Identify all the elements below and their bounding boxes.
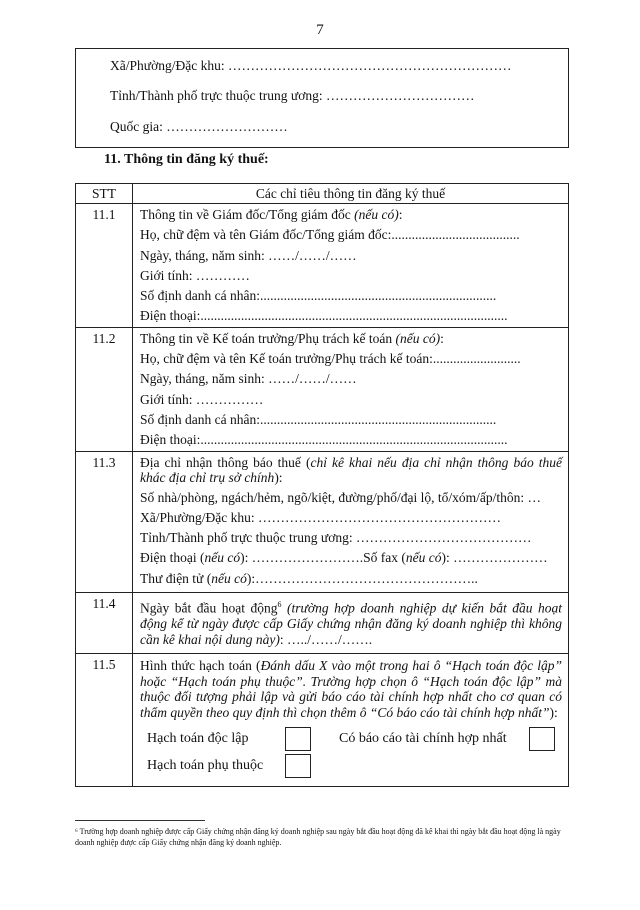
table-row <box>76 593 569 654</box>
consolidated-label: Có báo cáo tài chính hợp nhất <box>339 731 507 747</box>
table-row <box>76 327 569 451</box>
footnote: ⁶ Trường hợp doanh nghiệp được cấp Giấy chứng nhận đăng ký doanh nghiệp sau ngày bắt đầu hoạt động đã kê khai thì ngày bắt đầu hoạt động là ngày doanh nghiệp được cấp Giấy chứng nhận đăng ký doanh nghiệp. <box>75 827 561 847</box>
ward-field[interactable]: Xã/Phường/Đặc khu: ……………………………………………………… <box>110 58 512 73</box>
director-name-field[interactable]: Họ, chữ đệm và tên Giám đốc/Tổng giám đốc:...................................... <box>140 227 520 243</box>
country-field[interactable]: Quốc gia: ……………………… <box>110 119 288 134</box>
director-dob-field[interactable]: Ngày, tháng, năm sinh: ……/……/…… <box>140 247 357 263</box>
footnote-ref[interactable]: 6 <box>277 600 282 610</box>
table-row <box>76 451 569 592</box>
notice-street-field[interactable]: Số nhà/phòng, ngách/hẻm, ngõ/kiệt, đường/phố/đại lộ, tổ/xóm/ấp/thôn: … <box>140 489 542 505</box>
notice-ward-field[interactable]: Xã/Phường/Đặc khu: ……………………………………………… <box>140 509 501 525</box>
footnote-divider <box>75 820 205 821</box>
notice-province-field[interactable]: Tỉnh/Thành phố trực thuộc trung ương: ………………………………… <box>140 530 532 546</box>
row-stt: 11.5 <box>76 654 133 787</box>
accountant-id-field[interactable]: Số định danh cá nhân:...................................................................... <box>140 411 497 427</box>
accountant-name-field[interactable]: Họ, chữ đệm và tên Kế toán trưởng/Phụ trách kế toán:.......................... <box>140 351 521 367</box>
tax-notice-address-heading: Địa chỉ nhận thông báo thuế (chỉ kê khai nếu địa chỉ nhận thông báo thuế khác địa chỉ trụ sở chính): <box>140 454 562 486</box>
director-phone-field[interactable]: Điện thoại:........................................................................................... <box>140 308 508 324</box>
table-row <box>76 654 569 787</box>
address-box <box>75 48 569 148</box>
notice-email-field[interactable]: Thư điện tử (nếu có):………………………………………….. <box>140 570 478 586</box>
section-title: 11. Thông tin đăng ký thuế: <box>104 152 269 167</box>
accounting-form-heading: Hình thức hạch toán (Đánh dấu X vào một trong hai ô “Hạch toán độc lập” hoặc “Hạch toán phụ thuộc”. Trường hợp chọn ô “Hạch toán độc lập” mà thuộc đối tượng phải lập và gửi báo cáo tài chính hợp nhất cho cơ quan có thẩm quyền theo quy định thì chọn thêm ô “Có báo cáo tài chính hợp nhất”): <box>140 658 562 720</box>
accountant-heading: Thông tin về Kế toán trưởng/Phụ trách kế toán (nếu có): <box>140 330 444 346</box>
table-header-row <box>76 184 569 204</box>
page-number: 7 <box>316 22 324 38</box>
independent-label: Hạch toán độc lập <box>147 731 249 747</box>
accountant-phone-field[interactable]: Điện thoại:........................................................................................... <box>140 432 508 448</box>
director-heading: Thông tin về Giám đốc/Tổng giám đốc (nếu có): <box>140 207 403 222</box>
accountant-dob-field[interactable]: Ngày, tháng, năm sinh: ……/……/…… <box>140 371 357 387</box>
province-field[interactable]: Tỉnh/Thành phố trực thuộc trung ương: …………………………… <box>110 88 475 103</box>
row-stt: 11.3 <box>76 451 133 592</box>
dependent-checkbox[interactable] <box>285 754 311 778</box>
tax-registration-table <box>75 183 569 787</box>
start-date-field[interactable]: Ngày bắt đầu hoạt động$^6$ (trường hợp doanh nghiệp dự kiến bắt đầu hoạt động kể từ ngày được cấp Giấy chứng nhận đăng ký doanh nghiệp thì không cần kê khai nội dung này): …../……/……. <box>140 600 563 647</box>
header-items: Các chỉ tiêu thông tin đăng ký thuế <box>133 184 569 204</box>
header-stt: STT <box>76 184 133 204</box>
row-stt: 11.4 <box>76 593 133 654</box>
independent-checkbox[interactable] <box>285 727 311 751</box>
row-stt: 11.1 <box>76 204 133 328</box>
dependent-label: Hạch toán phụ thuộc <box>147 758 264 774</box>
row-stt: 11.2 <box>76 327 133 451</box>
accountant-gender-field[interactable]: Giới tính: …………… <box>140 391 264 407</box>
consolidated-checkbox[interactable] <box>529 727 555 751</box>
director-gender-field[interactable]: Giới tính: ………… <box>140 267 250 283</box>
director-id-field[interactable]: Số định danh cá nhân:...................................................................... <box>140 288 497 304</box>
notice-phone-fax-field[interactable]: Điện thoại (nếu có): …………………….Số fax (nếu có): ………………… <box>140 550 548 566</box>
table-row <box>76 204 569 328</box>
